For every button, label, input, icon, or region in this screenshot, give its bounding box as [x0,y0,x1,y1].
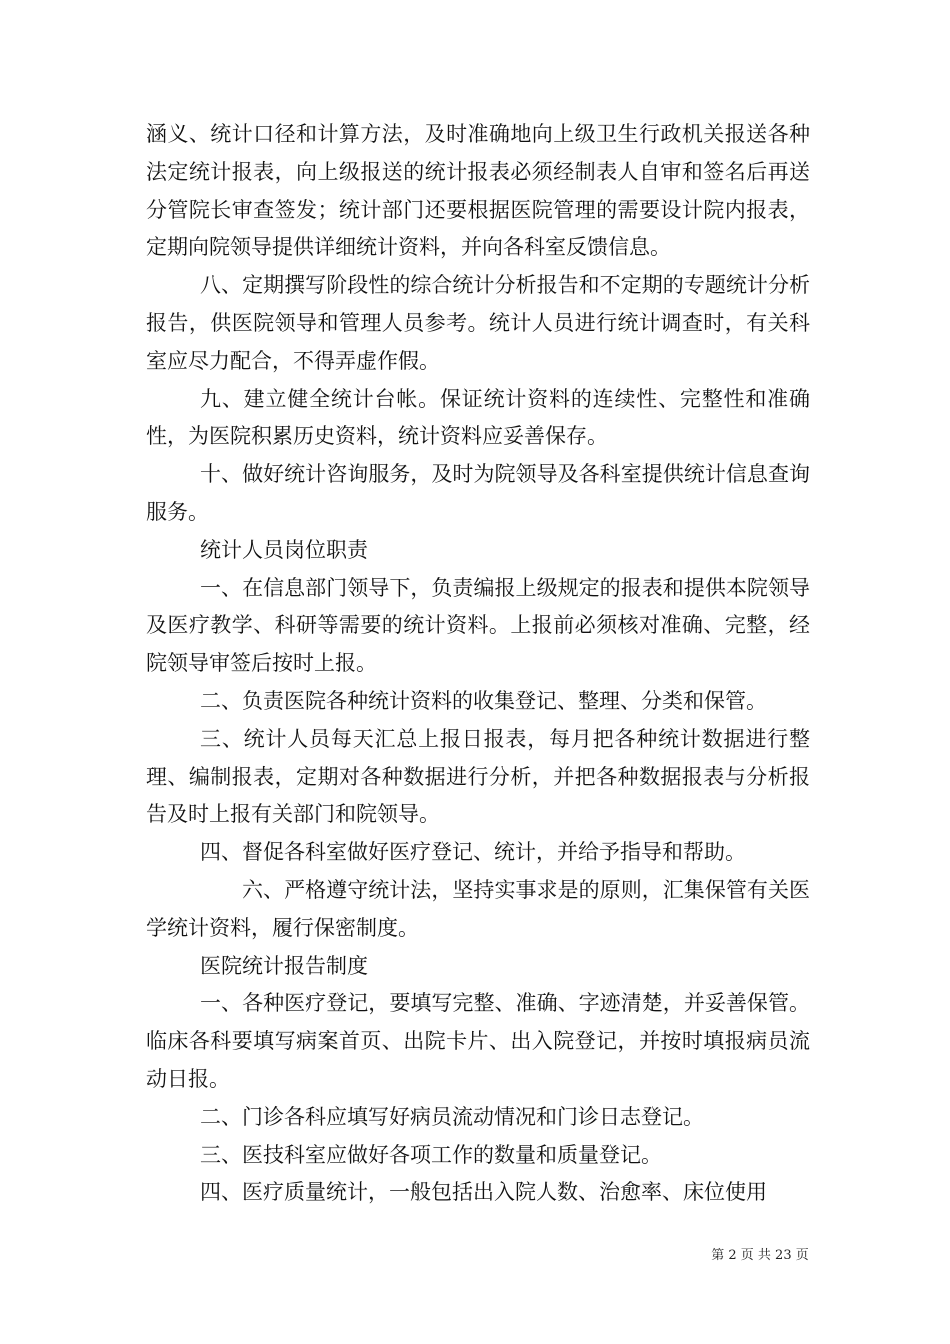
paragraph-report-1: 一、各种医疗登记，要填写完整、准确、字迹清楚，并妥善保管。临床各科要填写病案首页、出院卡片、出入院登记，并按时填报病员流动日报。 [146,991,810,1091]
paragraph-continued: 涵义、统计口径和计算方法，及时准确地向上级卫生行政机关报送各种法定统计报表，向上级报送的统计报表必须经制表人自审和签名后再送分管院长审查签发；统计部门还要根据医院管理的需要设计院内报表，定期向院领导提供详细统计资料，并向各科室反馈信息。 [146,122,810,260]
paragraph-duty-1: 一、在信息部门领导下，负责编报上级规定的报表和提供本院领导及医疗教学、科研等需要的统计资料。上报前必须核对准确、完整，经院领导审签后按时上报。 [146,575,810,676]
paragraph-item-10: 十、做好统计咨询服务，及时为院领导及各科室提供统计信息查询服务。 [146,462,810,524]
paragraph-report-2: 二、门诊各科应填写好病员流动情况和门诊日志登记。 [200,1104,704,1129]
paragraph-duty-3: 三、统计人员每天汇总上报日报表，每月把各种统计数据进行整理、编制报表，定期对各种数据进行分析，并把各种数据报表与分析报告及时上报有关部门和院领导。 [146,726,810,827]
section-heading-report-system: 医院统计报告制度 [200,953,368,978]
paragraph-report-3: 三、医技科室应做好各项工作的数量和质量登记。 [200,1142,662,1167]
paragraph-duty-2: 二、负责医院各种统计资料的收集登记、整理、分类和保管。 [200,688,767,713]
document-body [146,116,810,1212]
paragraph-duty-4: 四、督促各科室做好医疗登记、统计，并给予指导和帮助。 [200,840,746,865]
paragraph-item-9: 九、建立健全统计台帐。保证统计资料的连续性、完整性和准确性，为医院积累历史资料，统计资料应妥善保存。 [146,386,810,449]
paragraph-report-4: 四、医疗质量统计，一般包括出入院人数、治愈率、床位使用 [200,1180,767,1205]
paragraph-item-8: 八、定期撰写阶段性的综合统计分析报告和不定期的专题统计分析报告，供医院领导和管理人员参考。统计人员进行统计调查时，有关科室应尽力配合，不得弄虚作假。 [146,273,810,373]
paragraph-duty-6: 六、严格遵守统计法，坚持实事求是的原则，汇集保管有关医学统计资料，履行保密制度。 [146,877,810,940]
page-number: 第 2 页 共 23 页 [711,1248,809,1263]
section-heading-staff-duties: 统计人员岗位职责 [200,537,368,562]
page-footer [0,1244,950,1263]
